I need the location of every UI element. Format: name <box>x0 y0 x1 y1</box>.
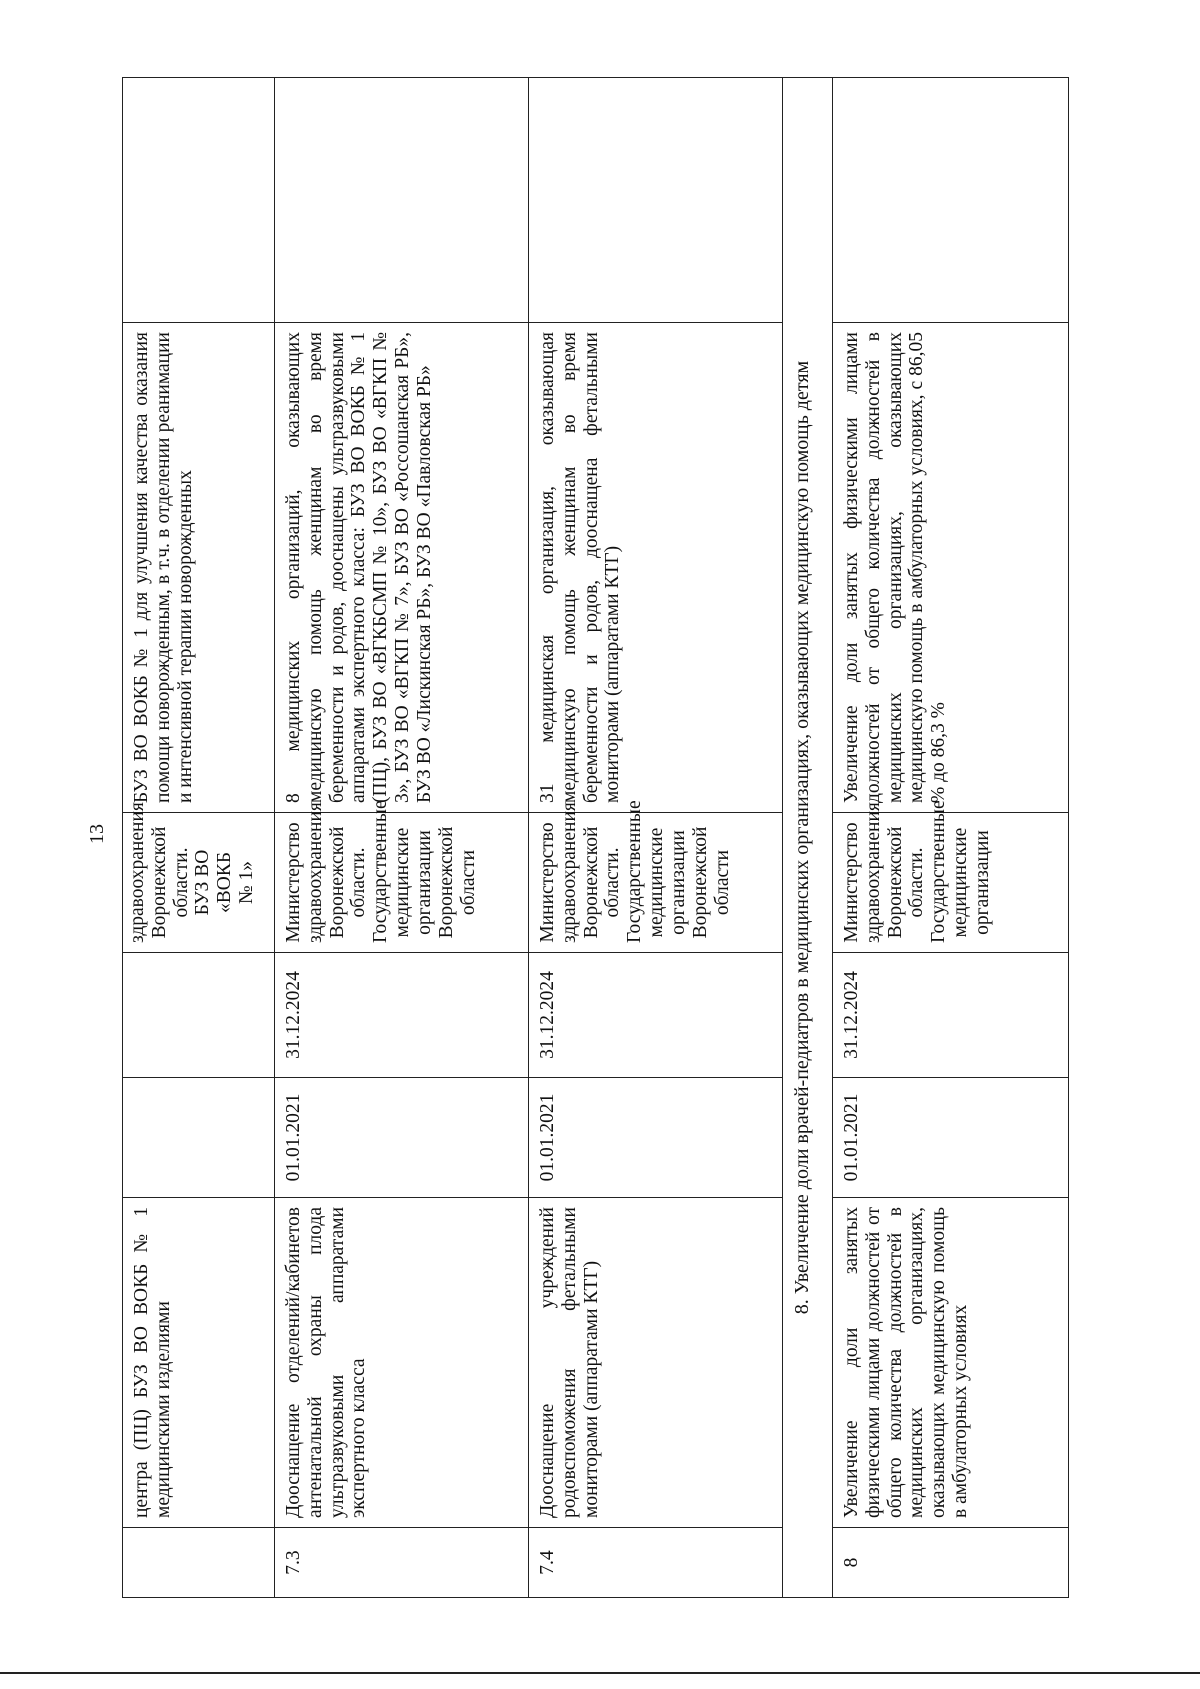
notes-cell <box>833 78 1069 323</box>
expected-result: 31 медицинская организация, оказывающая медицинскую помощь женщинам во время беременности и родов, дооснащена фетальными мониторами (аппаратами КТГ) <box>529 323 783 813</box>
action-plan-table <box>122 77 1069 1598</box>
section-title: 8. Увеличение доли врачей-педиатров в медицинских организациях, оказывающих медицинскую помощь детям <box>783 78 833 1598</box>
page-number: 13 <box>86 824 108 844</box>
expected-result: Увеличение доли занятых физическими лицами должностей от общего количества должностей в медицинских организациях, оказывающих медицинскую помощь в амбулаторных условиях, с 86,05 % до 86,3 % <box>833 323 1069 813</box>
start-date: 01.01.2021 <box>833 1078 1069 1198</box>
responsible: Министерство здравоохранения Воронежской области. Государственные медицинские организации Воронежской области <box>529 813 783 953</box>
row-number <box>123 1528 275 1598</box>
scan-edge-line <box>0 1672 1200 1674</box>
table-row-8 <box>833 78 1069 1598</box>
end-date: 31.12.2024 <box>275 953 529 1078</box>
start-date <box>123 1078 275 1198</box>
start-date: 01.01.2021 <box>529 1078 783 1198</box>
event-name: Дооснащение учреждений родовспоможения фетальными мониторами (аппаратами КТГ) <box>529 1198 783 1528</box>
notes-cell <box>275 78 529 323</box>
notes-cell <box>123 78 275 323</box>
responsible: Министерство здравоохранения Воронежской области. Государственные медицинские организации Воронежской области <box>275 813 529 953</box>
table-row-7-3 <box>275 78 529 1598</box>
notes-cell <box>529 78 783 323</box>
end-date: 31.12.2024 <box>833 953 1069 1078</box>
end-date <box>123 953 275 1078</box>
expected-result: 8 медицинских организаций, оказывающих медицинскую помощь женщинам во время беременности и родов, дооснащены ультразвуковыми аппаратами экспертного класса: БУЗ ВО ВОКБ № 1 (ПЦ), БУЗ ВО «ВГКБСМП № 10», БУЗ ВО «ВГКП № 3», БУЗ ВО «ВГКП № 7», БУЗ ВО «Россошанская РБ», БУЗ ВО «Лискинская РБ», БУЗ ВО «Павловская РБ» <box>275 323 529 813</box>
table-row-7-4 <box>529 78 783 1598</box>
event-name: центра (ПЦ) БУЗ ВО ВОКБ № 1 медицинскими изделиями <box>123 1198 275 1528</box>
row-number: 7.4 <box>529 1528 783 1598</box>
table-row-continuation <box>123 78 275 1598</box>
end-date: 31.12.2024 <box>529 953 783 1078</box>
responsible: здравоохранения Воронежской области. БУЗ ВО «ВОКБ № 1» <box>123 813 275 953</box>
start-date: 01.01.2021 <box>275 1078 529 1198</box>
section-8-header-row <box>783 78 833 1598</box>
rotated-table-page <box>122 78 1068 1598</box>
row-number: 8 <box>833 1528 1069 1598</box>
responsible: Министерство здравоохранения Воронежской области. Государственные медицинские организации <box>833 813 1069 953</box>
row-number: 7.3 <box>275 1528 529 1598</box>
event-name: Дооснащение отделений/кабинетов антенатальной охраны плода ультразвуковыми аппаратами экспертного класса <box>275 1198 529 1528</box>
expected-result: БУЗ ВО ВОКБ № 1 для улучшения качества оказания помощи новорожденным, в т.ч. в отделении реанимации и интенсивной терапии новорожденных <box>123 323 275 813</box>
event-name: Увеличение доли занятых физическими лицами должностей от общего количества должностей в медицинских организациях, оказывающих медицинскую помощь в амбулаторных условиях <box>833 1198 1069 1528</box>
